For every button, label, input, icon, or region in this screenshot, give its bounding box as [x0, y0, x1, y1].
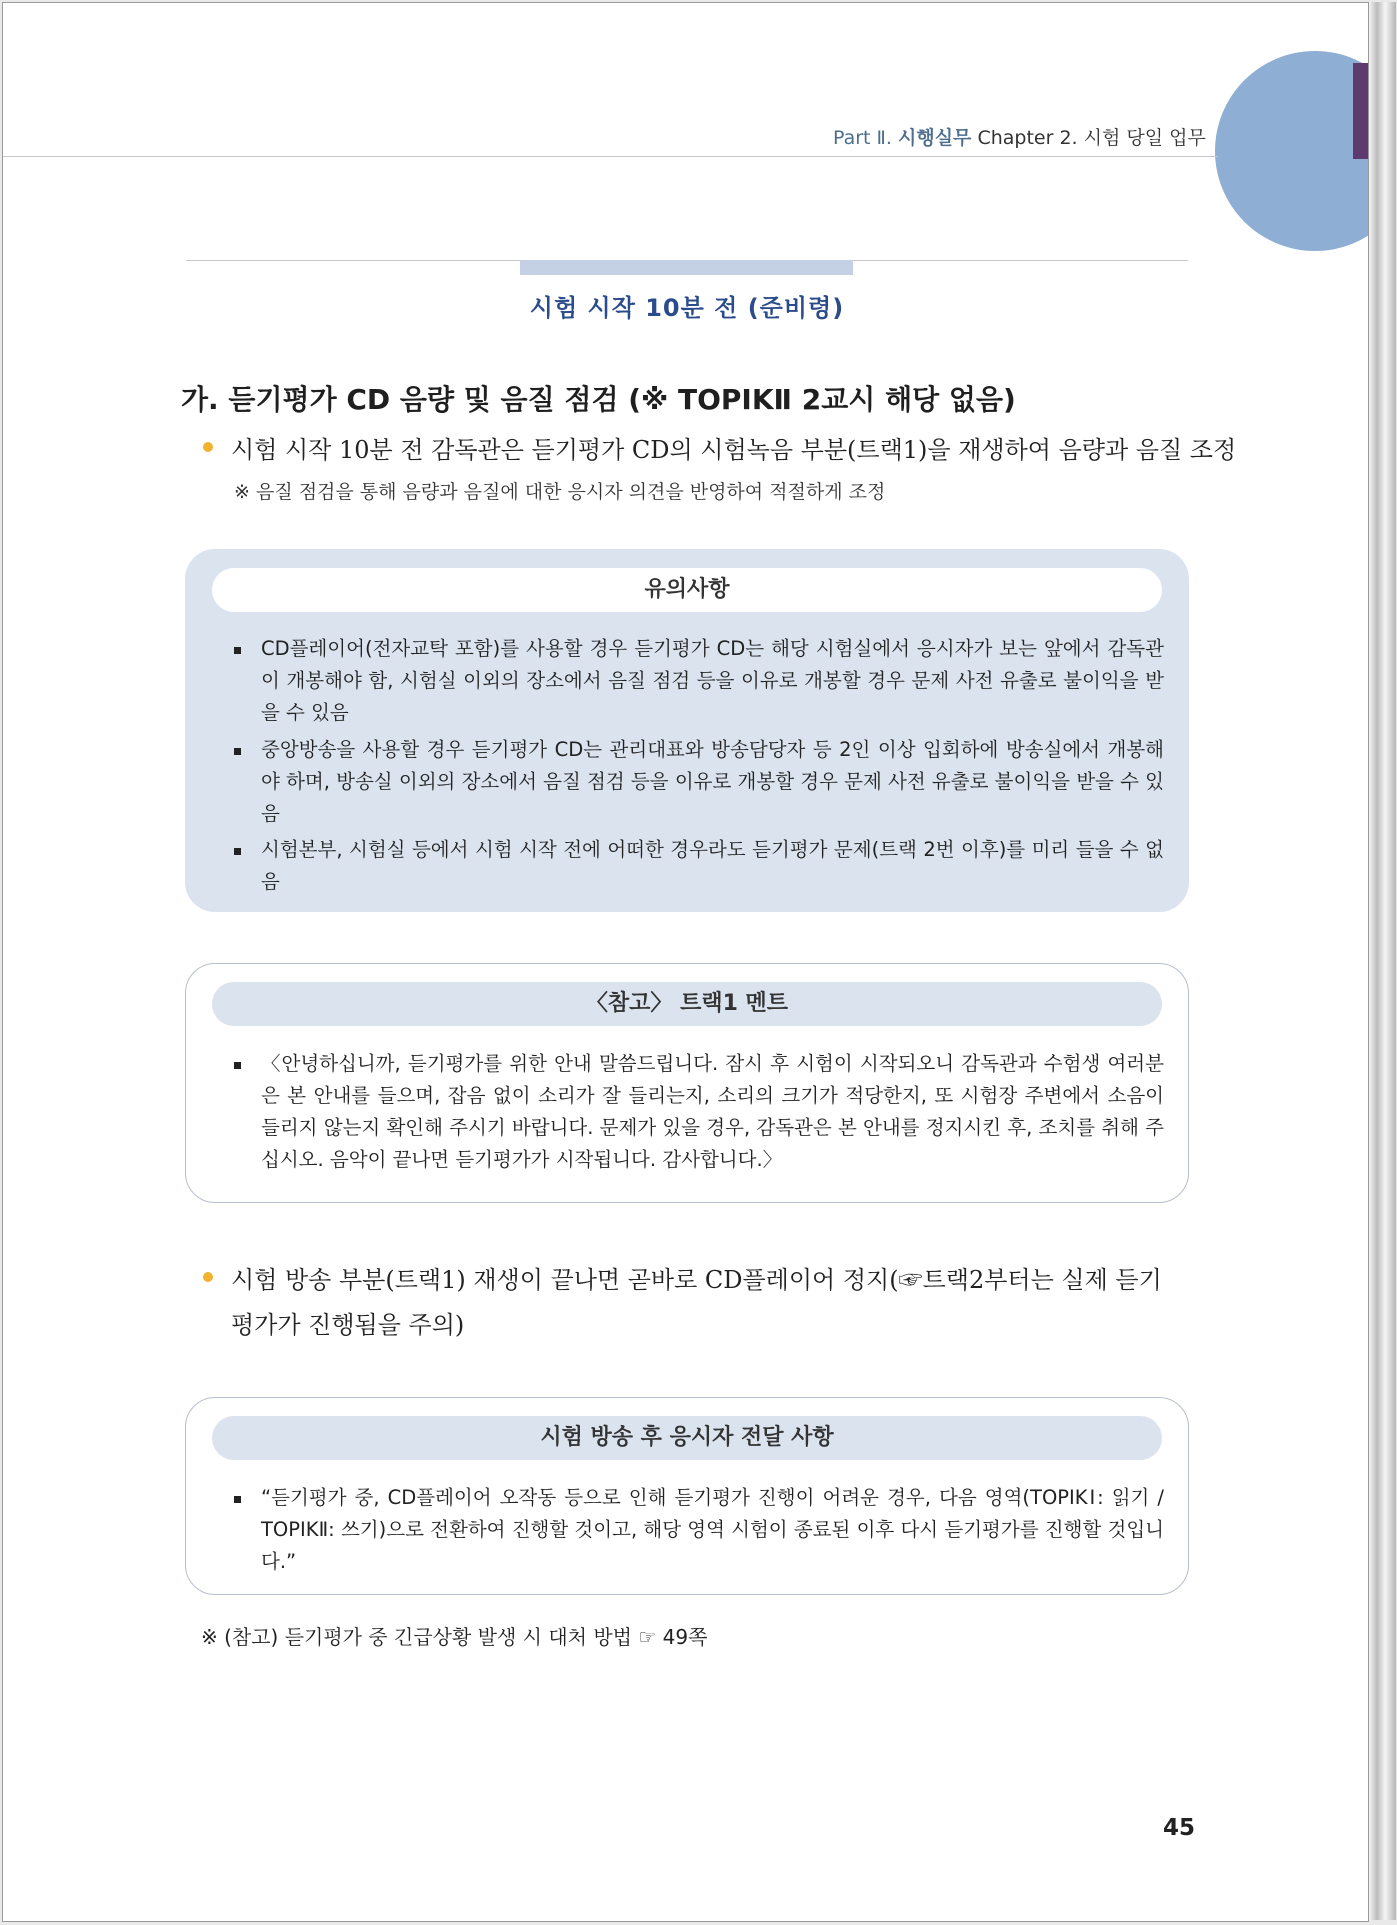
square-bullet-icon	[234, 848, 241, 855]
page-edge-shadow	[1368, 2, 1396, 1920]
page-number: 45	[1163, 1815, 1196, 1841]
bullet-text-1: 시험 시작 10분 전 감독관은 듣기평가 CD의 시험녹음 부분(트랙1)을 재생하여 음량과 음질 조정	[231, 436, 1237, 464]
title-tab	[520, 260, 853, 275]
section-title: 시험 시작 10분 전 (준비령)	[529, 294, 845, 322]
square-bullet-icon	[234, 1496, 241, 1503]
header-chapter: Chapter 2. 시험 당일 업무	[977, 127, 1206, 149]
square-bullet-icon	[234, 647, 241, 654]
header-part: Part Ⅱ.	[833, 127, 892, 149]
bullet-dot-icon	[203, 1272, 213, 1282]
bullet-dot-icon	[203, 442, 213, 452]
square-bullet-icon	[234, 748, 241, 755]
caution-item: 중앙방송을 사용할 경우 듣기평가 CD는 관리대표와 방송담당자 등 2인 이상 입회하에 방송실에서 개봉해야 하며, 방송실 이외의 장소에서 음질 점검 등을 이유로 개봉할 경우 문제 사전 유출로 불이익을 받을 수 있음	[261, 738, 1164, 825]
note-text: ※ 음질 점검을 통해 음량과 음질에 대한 응시자 의견을 반영하여 적절하게 조정	[234, 481, 886, 503]
delivery-item: “듣기평가 중, CD플레이어 오작동 등으로 인해 듣기평가 진행이 어려운 경우, 다음 영역(TOPIKⅠ: 읽기 / TOPIKⅡ: 쓰기)으로 전환하여 진행할 것이고, 해당 영역 시험이 종료된 이후 다시 듣기평가를 진행할 것입니다.”	[261, 1486, 1164, 1573]
reference-item: 〈안녕하십니까, 듣기평가를 위한 안내 말씀드립니다. 잠시 후 시험이 시작되오니 감독관과 수험생 여러분은 본 안내를 들으며, 잡음 없이 소리가 잘 들리는지, 소리의 크기가 적당한지, 또 시험장 주변에서 소음이 들리지 않는지 확인해 주시기 바랍니다. 문제가 있을 경우, 감독관은 본 안내를 정지시킨 후, 조치를 취해 주십시오. 음악이 끝나면 듣기평가가 시작됩니다. 감사합니다.〉	[261, 1052, 1164, 1171]
bullet-text-2-line1: 시험 방송 부분(트랙1) 재생이 끝나면 곧바로 CD플레이어 정지(☞트랙2부터는 실제 듣기	[231, 1266, 1162, 1294]
running-header	[833, 123, 1206, 150]
header-decoration-circle	[1215, 51, 1369, 251]
chapter-tab-marker	[1353, 63, 1368, 159]
caution-item: CD플레이어(전자교탁 포함)를 사용할 경우 듣기평가 CD는 해당 시험실에서 응시자가 보는 앞에서 감독관이 개봉해야 함, 시험실 이외의 장소에서 음질 점검 등을 이유로 개봉할 경우 문제 사전 유출로 불이익을 받을 수 있음	[261, 637, 1164, 724]
square-bullet-icon	[234, 1062, 241, 1069]
caution-title: 유의사항	[212, 568, 1162, 612]
delivery-title: 시험 방송 후 응시자 전달 사항	[212, 1416, 1162, 1460]
reference-title: 〈참고〉 트랙1 멘트	[212, 982, 1162, 1026]
header-rule	[3, 156, 1218, 157]
caution-item: 시험본부, 시험실 등에서 시험 시작 전에 어떠한 경우라도 듣기평가 문제(트랙 2번 이후)를 미리 들을 수 없음	[261, 838, 1164, 893]
document-page	[2, 2, 1369, 1922]
subsection-heading: 가. 듣기평가 CD 음량 및 음질 점검 (※ TOPIKⅡ 2교시 해당 없음)	[181, 383, 1016, 416]
header-section: 시행실무	[898, 127, 972, 149]
bullet-text-2-line2: 평가가 진행됨을 주의)	[231, 1311, 465, 1339]
reference-footnote: ※ (참고) 듣기평가 중 긴급상황 발생 시 대처 방법 ☞ 49쪽	[201, 1625, 708, 1649]
